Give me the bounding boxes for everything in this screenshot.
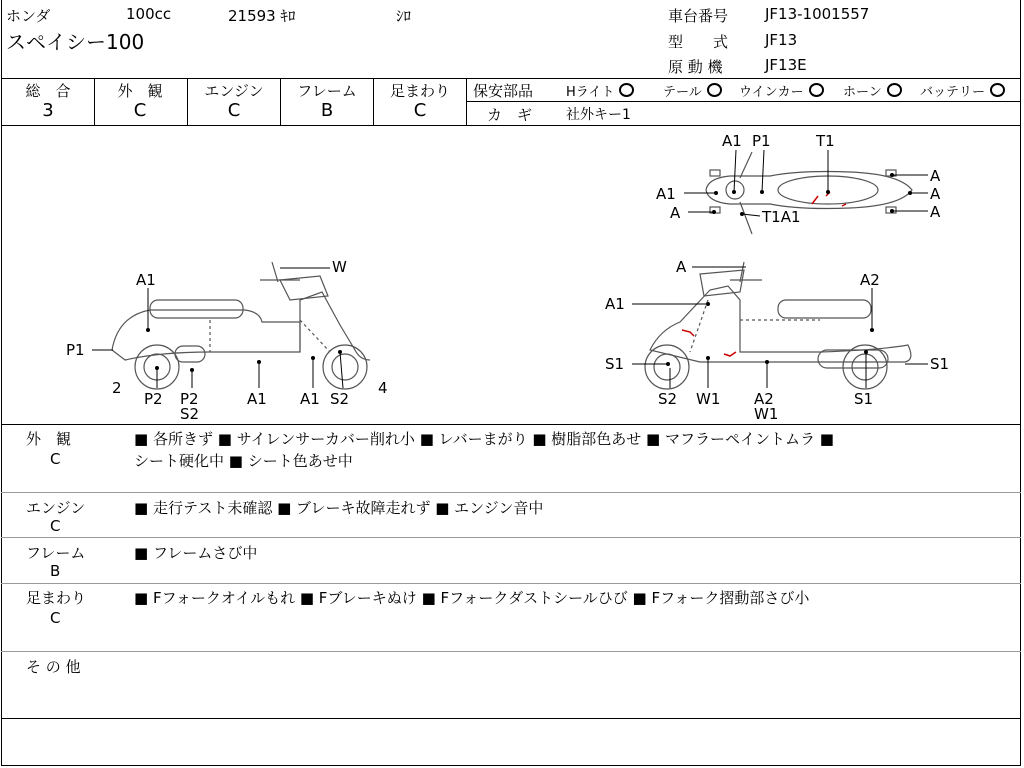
mileage: 21593 ｷﾛ: [228, 7, 296, 25]
left-label-s2-under: S2: [180, 405, 200, 423]
color: ｼﾛ: [396, 7, 412, 25]
top-label-a-left: A: [670, 204, 681, 222]
top-label-a1-left: A1: [656, 185, 676, 203]
left-label-s2-front: S2: [330, 390, 350, 408]
type-value: JF13: [765, 31, 798, 49]
left-label-w: W: [332, 258, 347, 276]
right-label-s2: S2: [658, 390, 678, 408]
top-label-t1a1: T1A1: [762, 208, 801, 226]
right-label-a1: A1: [605, 295, 625, 313]
grade-frame-value: B: [320, 100, 334, 121]
top-label-a-r2: A: [930, 185, 941, 203]
comment-exterior-category: 外 観: [26, 430, 72, 448]
comment-engine-grade: C: [50, 517, 61, 535]
left-label-2: 2: [112, 379, 122, 397]
model-name: スペイシー100: [6, 30, 145, 54]
damage-diagram: [0, 126, 1022, 424]
key-value: 社外キー1: [566, 107, 631, 123]
comment-frame-category: フレーム: [26, 544, 86, 562]
grade-suspension-value: C: [413, 100, 427, 121]
grade-engine-label: エンジン: [204, 82, 264, 100]
chassis-label: 車台番号: [668, 7, 729, 25]
comment-frame-line-1: ■ フレームさび中: [134, 544, 258, 562]
grade-engine-value: C: [227, 100, 241, 121]
grade-overall-value: 3: [42, 100, 54, 121]
check-circle-icon: [619, 83, 634, 97]
check-circle-icon: [887, 83, 902, 97]
check-circle-icon: [990, 83, 1005, 97]
comment-frame-grade: B: [50, 562, 61, 580]
comment-exterior-grade: C: [50, 450, 61, 468]
right-label-a2-floor: A2: [754, 390, 774, 408]
engine-label: 原 動 機: [668, 58, 723, 76]
comment-suspension-category: 足まわり: [26, 589, 87, 607]
right-label-s1-right: S1: [930, 355, 950, 373]
left-label-p2-b: P2: [180, 390, 199, 408]
comment-suspension-grade: C: [50, 609, 61, 627]
safety-battery: バッテリー: [920, 81, 1005, 100]
safety-headlight: Hライト: [566, 81, 634, 100]
top-label-a-r3: A: [930, 203, 941, 221]
right-label-w1-a: W1: [696, 390, 721, 408]
type-label: 型 式: [668, 33, 729, 51]
maker: ホンダ: [6, 7, 51, 25]
comment-exterior-line-2: シート硬化中 ■ シート色あせ中: [134, 452, 353, 470]
right-label-a: A: [676, 258, 687, 276]
top-label-p1: P1: [752, 132, 771, 150]
top-view-scooter: [706, 152, 912, 234]
safety-horn: ホーン: [843, 81, 902, 100]
right-label-a2-seat: A2: [860, 271, 880, 289]
comment-engine-line-1: ■ 走行テスト未確認 ■ ブレーキ故障走れず ■ エンジン音中: [134, 499, 544, 517]
comment-suspension-line-1: ■ Fフォークオイルもれ ■ Fブレーキぬけ ■ Fフォークダストシールひび ■ Fフォーク摺動部さび小: [134, 589, 810, 607]
check-circle-icon: [809, 83, 824, 97]
comment-engine-category: エンジン: [26, 499, 86, 517]
left-label-a1-floor: A1: [247, 390, 267, 408]
grade-frame-label: フレーム: [297, 82, 357, 100]
comment-exterior-line-1: ■ 各所きず ■ サイレンサーカバー削れ小 ■ レバーまがり ■ 樹脂部色あせ ■ マフラーペイントムラ ■: [134, 430, 834, 448]
comment-other-category: そ の 他: [26, 658, 81, 676]
safety-taillight: テール: [663, 81, 722, 100]
top-label-a-r1: A: [930, 167, 941, 185]
safety-winker: ウインカー: [739, 81, 824, 100]
left-label-4: 4: [378, 379, 388, 397]
chassis-number: JF13-1001557: [765, 5, 870, 23]
top-label-t1: T1: [816, 132, 835, 150]
right-label-w1-b: W1: [754, 405, 779, 423]
right-label-s1-left: S1: [605, 355, 625, 373]
right-label-s1-under: S1: [854, 390, 874, 408]
check-circle-icon: [707, 83, 722, 97]
left-label-a1-front: A1: [300, 390, 320, 408]
grade-overall-label: 総 合: [25, 82, 71, 100]
grade-exterior-value: C: [133, 100, 147, 121]
grade-suspension-label: 足まわり: [389, 82, 450, 100]
left-label-p1: P1: [66, 341, 85, 359]
engine-value: JF13E: [765, 56, 807, 74]
key-label: カ ギ: [487, 106, 533, 124]
left-label-p2-a: P2: [144, 390, 163, 408]
grade-exterior-label: 外 観: [117, 82, 163, 100]
left-label-a1-seat: A1: [136, 271, 156, 289]
safety-label: 保安部品: [473, 82, 534, 100]
displacement: 100cc: [126, 5, 172, 23]
top-label-a1: A1: [722, 132, 742, 150]
